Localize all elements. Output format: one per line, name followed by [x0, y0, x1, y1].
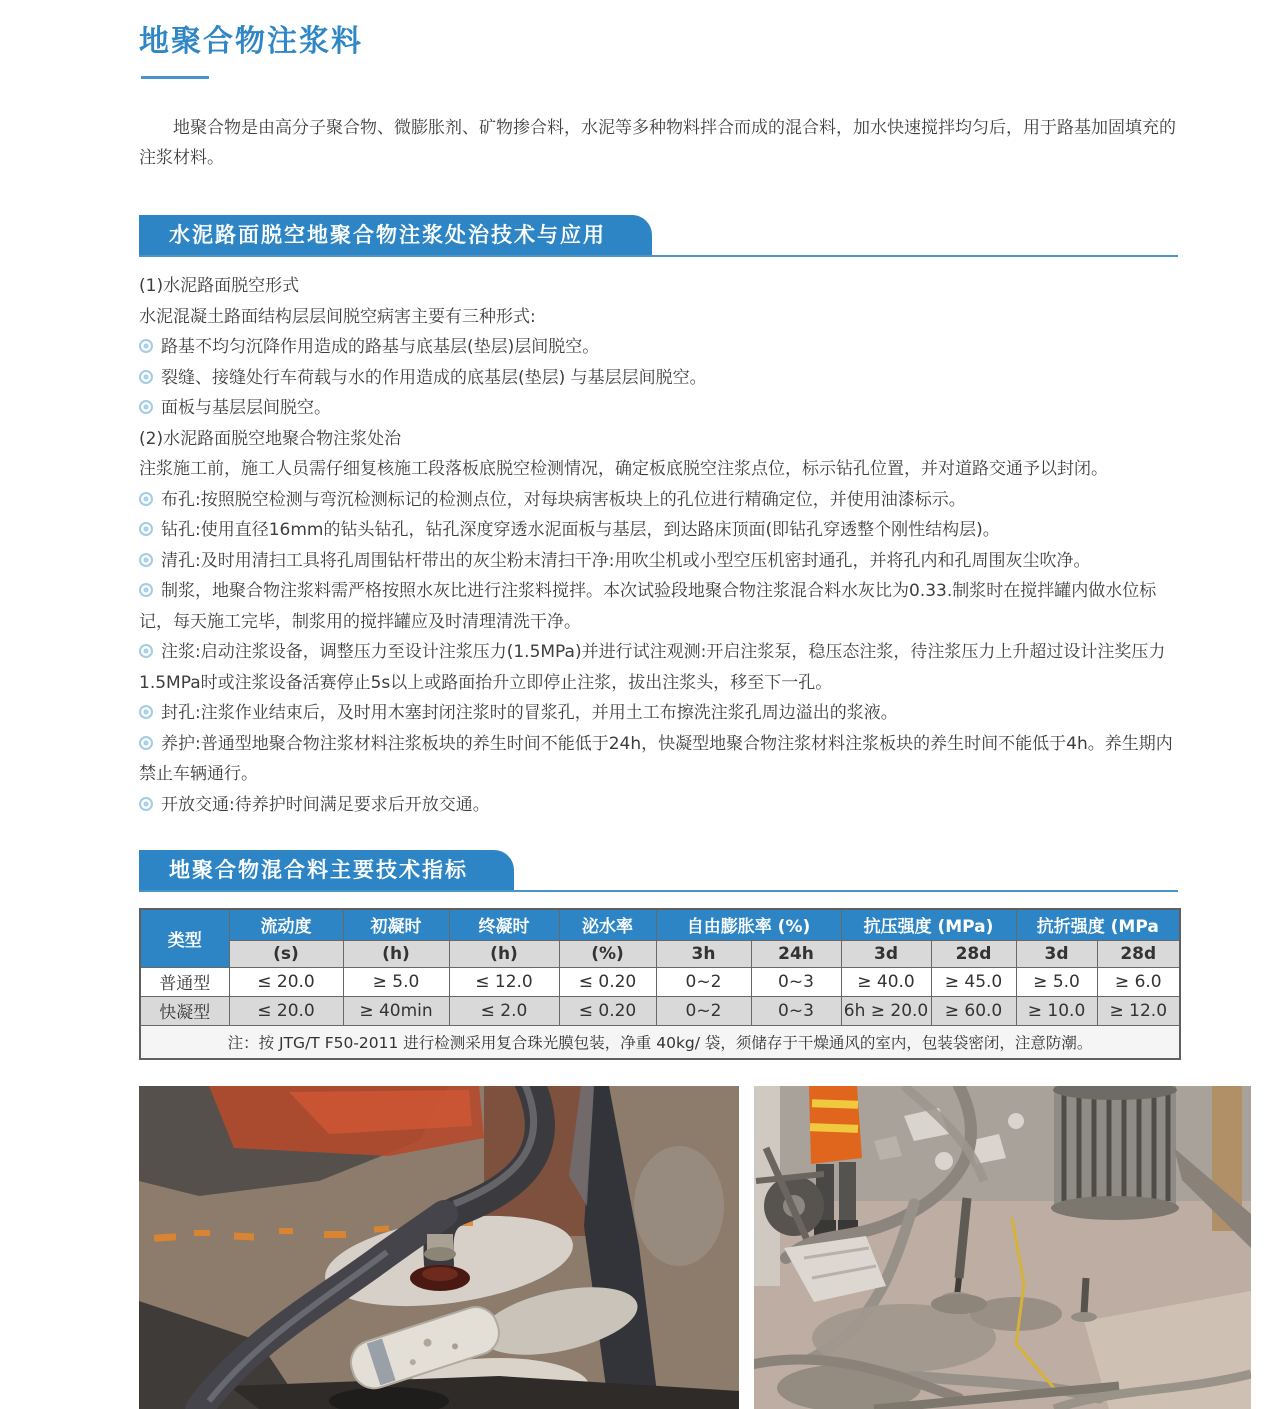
paragraph: 水泥混凝土路面结构层层间脱空病害主要有三种形式:	[139, 306, 536, 327]
ring-bullet-icon	[139, 400, 153, 414]
bullet-item: 布孔:按照脱空检测与弯沉检测标记的检测点位，对每块病害板块上的孔位进行精确定位，并使用油漆标示。	[139, 485, 1180, 516]
col-header-flexural: 抗折强度 (MPa	[1016, 909, 1180, 940]
row-label: 普通型	[140, 967, 229, 996]
sub-header: (%)	[559, 940, 656, 967]
photo-grouting-hose-pavement	[139, 1086, 739, 1409]
bullet-item: 养护:普通型地聚合物注浆材料注浆板块的养生时间不能低于24h，快凝型地聚合物注浆材料注浆板块的养生时间不能低于4h。养生期内禁止车辆通行。	[139, 733, 1173, 784]
ring-bullet-icon	[139, 339, 153, 353]
section1-title: 水泥路面脱空地聚合物注浆处治技术与应用	[139, 215, 652, 255]
col-header-fluidity: 流动度	[229, 909, 343, 940]
paragraph: (1)水泥路面脱空形式	[139, 276, 300, 296]
spec-table	[139, 908, 1181, 1060]
col-header-compressive: 抗压强度 (MPa)	[841, 909, 1016, 940]
col-header-initial-set: 初凝时	[343, 909, 449, 940]
paragraph: (2)水泥路面脱空地聚合物注浆处治	[139, 428, 402, 449]
photo-grouting-equipment-worker	[754, 1086, 1251, 1409]
intro-paragraph: 地聚合物是由高分子聚合物、微膨胀剂、矿物掺合料，水泥等多种物料拌合而成的混合料，加水快速搅拌均匀后，用于路基加固填充的注浆材料。	[139, 118, 1176, 168]
ring-bullet-icon	[139, 492, 153, 506]
ring-bullet-icon	[139, 370, 153, 384]
sub-header: 3h	[656, 940, 751, 967]
bullet-item: 面板与基层层间脱空。	[139, 393, 1180, 424]
bullet-item: 注浆:启动注浆设备，调整压力至设计注浆压力(1.5MPa)并进行试注观测:开启注浆泵，稳压态注浆，待注浆压力上升超过设计注奖压力1.5MPa时或注浆设备活赛停止5s以上或路面抬升立即停止注浆，拔出注浆头，移至下一孔。	[139, 642, 1166, 693]
section2-title: 地聚合物混合料主要技术指标	[139, 850, 514, 890]
sub-header: 28d	[1097, 940, 1180, 967]
row-label: 快凝型	[140, 996, 229, 1025]
bullet-item: 制浆，地聚合物注浆料需严格按照水灰比进行注浆料搅拌。本次试验段地聚合物注浆混合料水灰比为0.33.制浆时在搅拌罐内做水位标记，每天施工完毕，制浆用的搅拌罐应及时清理清洗干净。	[139, 581, 1157, 632]
sub-header: 3d	[1016, 940, 1097, 967]
sub-header: (s)	[229, 940, 343, 967]
bullet-item: 封孔:注浆作业结束后，及时用木塞封闭注浆时的冒浆孔，并用土工布擦洗注浆孔周边溢出的浆液。	[139, 698, 1180, 729]
sub-header: 24h	[751, 940, 841, 967]
section1-body	[139, 271, 1180, 820]
page-title: 地聚合物注浆料	[139, 24, 363, 59]
bullet-item: 钻孔:使用直径16mm的钻头钻孔，钻孔深度穿透水泥面板与基层，到达路床顶面(即钻孔穿透整个刚性结构层)。	[139, 515, 1180, 546]
title-underline	[141, 76, 209, 79]
ring-bullet-icon	[139, 522, 153, 536]
table-note: 注：按 JTG/T F50-2011 进行检测采用复合珠光膜包装，净重 40kg/ 袋，须储存于干燥通风的室内，包装袋密闭，注意防潮。	[140, 1025, 1180, 1059]
col-header-final-set: 终凝时	[449, 909, 559, 940]
bullet-item: 清孔:及时用清扫工具将孔周围钻杆带出的灰尘粉末清扫干净:用吹尘机或小型空压机密封通孔，并将孔内和孔周围灰尘吹净。	[139, 546, 1180, 577]
equipment-barrel	[1051, 1086, 1179, 1220]
sub-header: 28d	[931, 940, 1016, 967]
ring-bullet-icon	[139, 583, 153, 597]
ring-bullet-icon	[139, 553, 153, 567]
document-page	[0, 16, 1280, 1388]
table-row-ordinary: 普通型 ≤ 20.0 ≥ 5.0 ≤ 12.0 ≤ 0.20 0~2 0~3 ≥ 40.0 ≥ 45.0 ≥ 5.0 ≥ 6.0	[140, 967, 1180, 996]
sub-header: (h)	[449, 940, 559, 967]
bullet-item: 开放交通:待养护时间满足要求后开放交通。	[139, 790, 1180, 821]
ring-bullet-icon	[139, 705, 153, 719]
col-header-type: 类型	[140, 909, 229, 967]
col-header-expansion: 自由膨胀率 (%)	[656, 909, 841, 940]
ring-bullet-icon	[139, 644, 153, 658]
sub-header: 3d	[841, 940, 931, 967]
col-header-bleeding: 泌水率	[559, 909, 656, 940]
section2-header-bar	[139, 850, 1178, 892]
table-note-row	[140, 1025, 1180, 1059]
bullet-item: 裂缝、接缝处行车荷载与水的作用造成的底基层(垫层) 与基层层间脱空。	[139, 363, 1180, 394]
bullet-item: 路基不均匀沉降作用造成的路基与底基层(垫层)层间脱空。	[139, 332, 1180, 363]
table-row-rapid: 快凝型 ≤ 20.0 ≥ 40min ≤ 2.0 ≤ 0.20 0~2 0~3 6h ≥ 20.0 ≥ 60.0 ≥ 10.0 ≥ 12.0	[140, 996, 1180, 1025]
paragraph: 注浆施工前，施工人员需仔细复核施工段落板底脱空检测情况，确定板底脱空注浆点位，标示钻孔位置，并对道路交通予以封闭。	[139, 459, 1108, 479]
ring-bullet-icon	[139, 736, 153, 750]
ring-bullet-icon	[139, 797, 153, 811]
photo-strip	[139, 1086, 1280, 1409]
section1-header-bar	[139, 215, 1178, 257]
sub-header: (h)	[343, 940, 449, 967]
